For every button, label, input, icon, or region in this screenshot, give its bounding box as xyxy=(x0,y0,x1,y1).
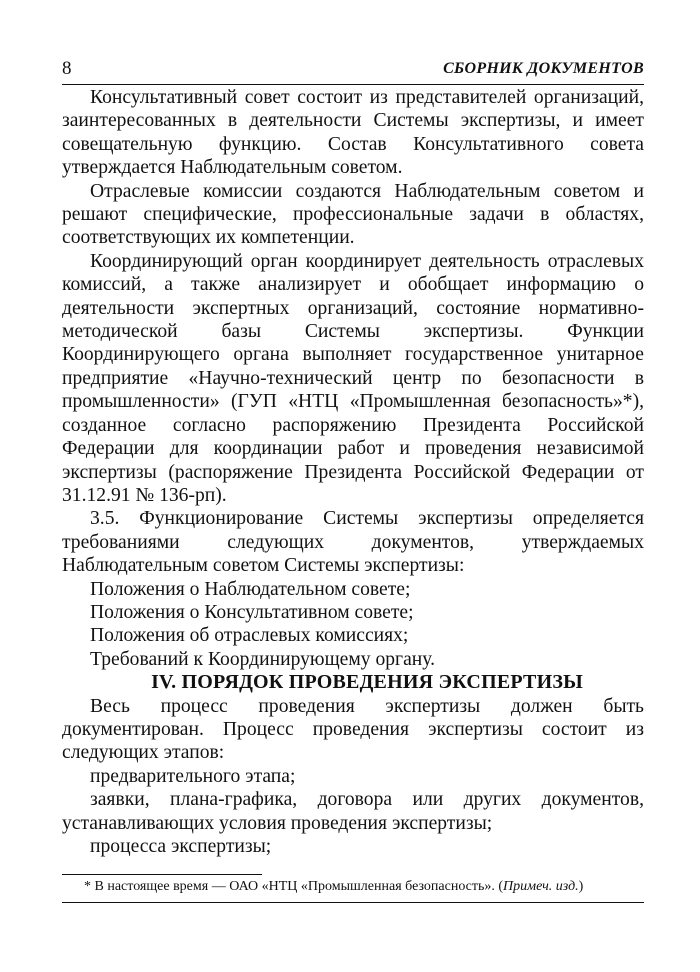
stage-item: предварительного этапа; xyxy=(90,765,296,787)
list-item: Положения о Наблюдательном совете; xyxy=(90,578,411,600)
list-item: Положения о Консультативном совете; xyxy=(90,601,414,623)
running-title: СБОРНИК ДОКУМЕНТОВ xyxy=(443,60,644,77)
paragraph-consultative-council: Консультативный совет состоит из представителей организаций, заинтересованных в деятельности Системы экспертизы, и имеет совещательную функцию. Состав Консультативного совета утверждается Наблюдательным советом. xyxy=(62,87,644,179)
paragraph-coordinating-body: Координирующий орган координирует деятельность отраслевых комиссий, а также анализирует и обобщает информацию о деятельности экспертных организаций, состояние нормативно-методической базы Системы экспертизы. Функции Координирующего органа выполняет государственное унитарное предприятие «Научно-технический центр по безопасности в промышленности» (ГУП «НТЦ «Промышленная безопасность»*), созданное согласно распоряжению Президента Российской Федерации для координации работ и проведения независимой экспертизы (распоряжение Президента Российской Федерации от 31.12.91 № 136-рп). xyxy=(62,250,644,506)
bottom-rule xyxy=(62,902,644,903)
page-body xyxy=(62,86,644,858)
footnote-text: * В настоящее время — ОАО «НТЦ «Промышленная безопасность». ( xyxy=(84,879,504,894)
list-item: Положения об отраслевых комиссиях; xyxy=(90,625,409,647)
footnote-close: ) xyxy=(578,879,584,894)
section-heading: IV. ПОРЯДОК ПРОВЕДЕНИЯ ЭКСПЕРТИЗЫ xyxy=(151,671,583,694)
footnote-note-label: Примеч. изд. xyxy=(503,879,579,894)
paragraph-industry-commissions: Отраслевые комиссии создаются Наблюдательным советом и решают специфические, профессиональные задачи в областях, соответствующих их компетенции. xyxy=(62,180,644,249)
stage-item: процесса экспертизы; xyxy=(90,836,272,857)
footnote-separator xyxy=(62,874,262,875)
stage-item: заявки, плана-графика, договора или других документов, устанавливающих условия проведения экспертизы; xyxy=(62,789,644,834)
page-header xyxy=(62,56,644,85)
list-item: Требований к Координирующему органу. xyxy=(90,648,435,670)
paragraph-expertise-process: Весь процесс проведения экспертизы должен быть документирован. Процесс проведения экспертизы состоит из следующих этапов: xyxy=(62,695,644,764)
page-number: 8 xyxy=(62,58,72,79)
paragraph-section-3-5: 3.5. Функционирование Системы экспертизы определяется требованиями следующих документов, утверждаемых Наблюдательным советом Системы экспертизы: xyxy=(62,508,644,577)
footnote xyxy=(62,878,644,895)
